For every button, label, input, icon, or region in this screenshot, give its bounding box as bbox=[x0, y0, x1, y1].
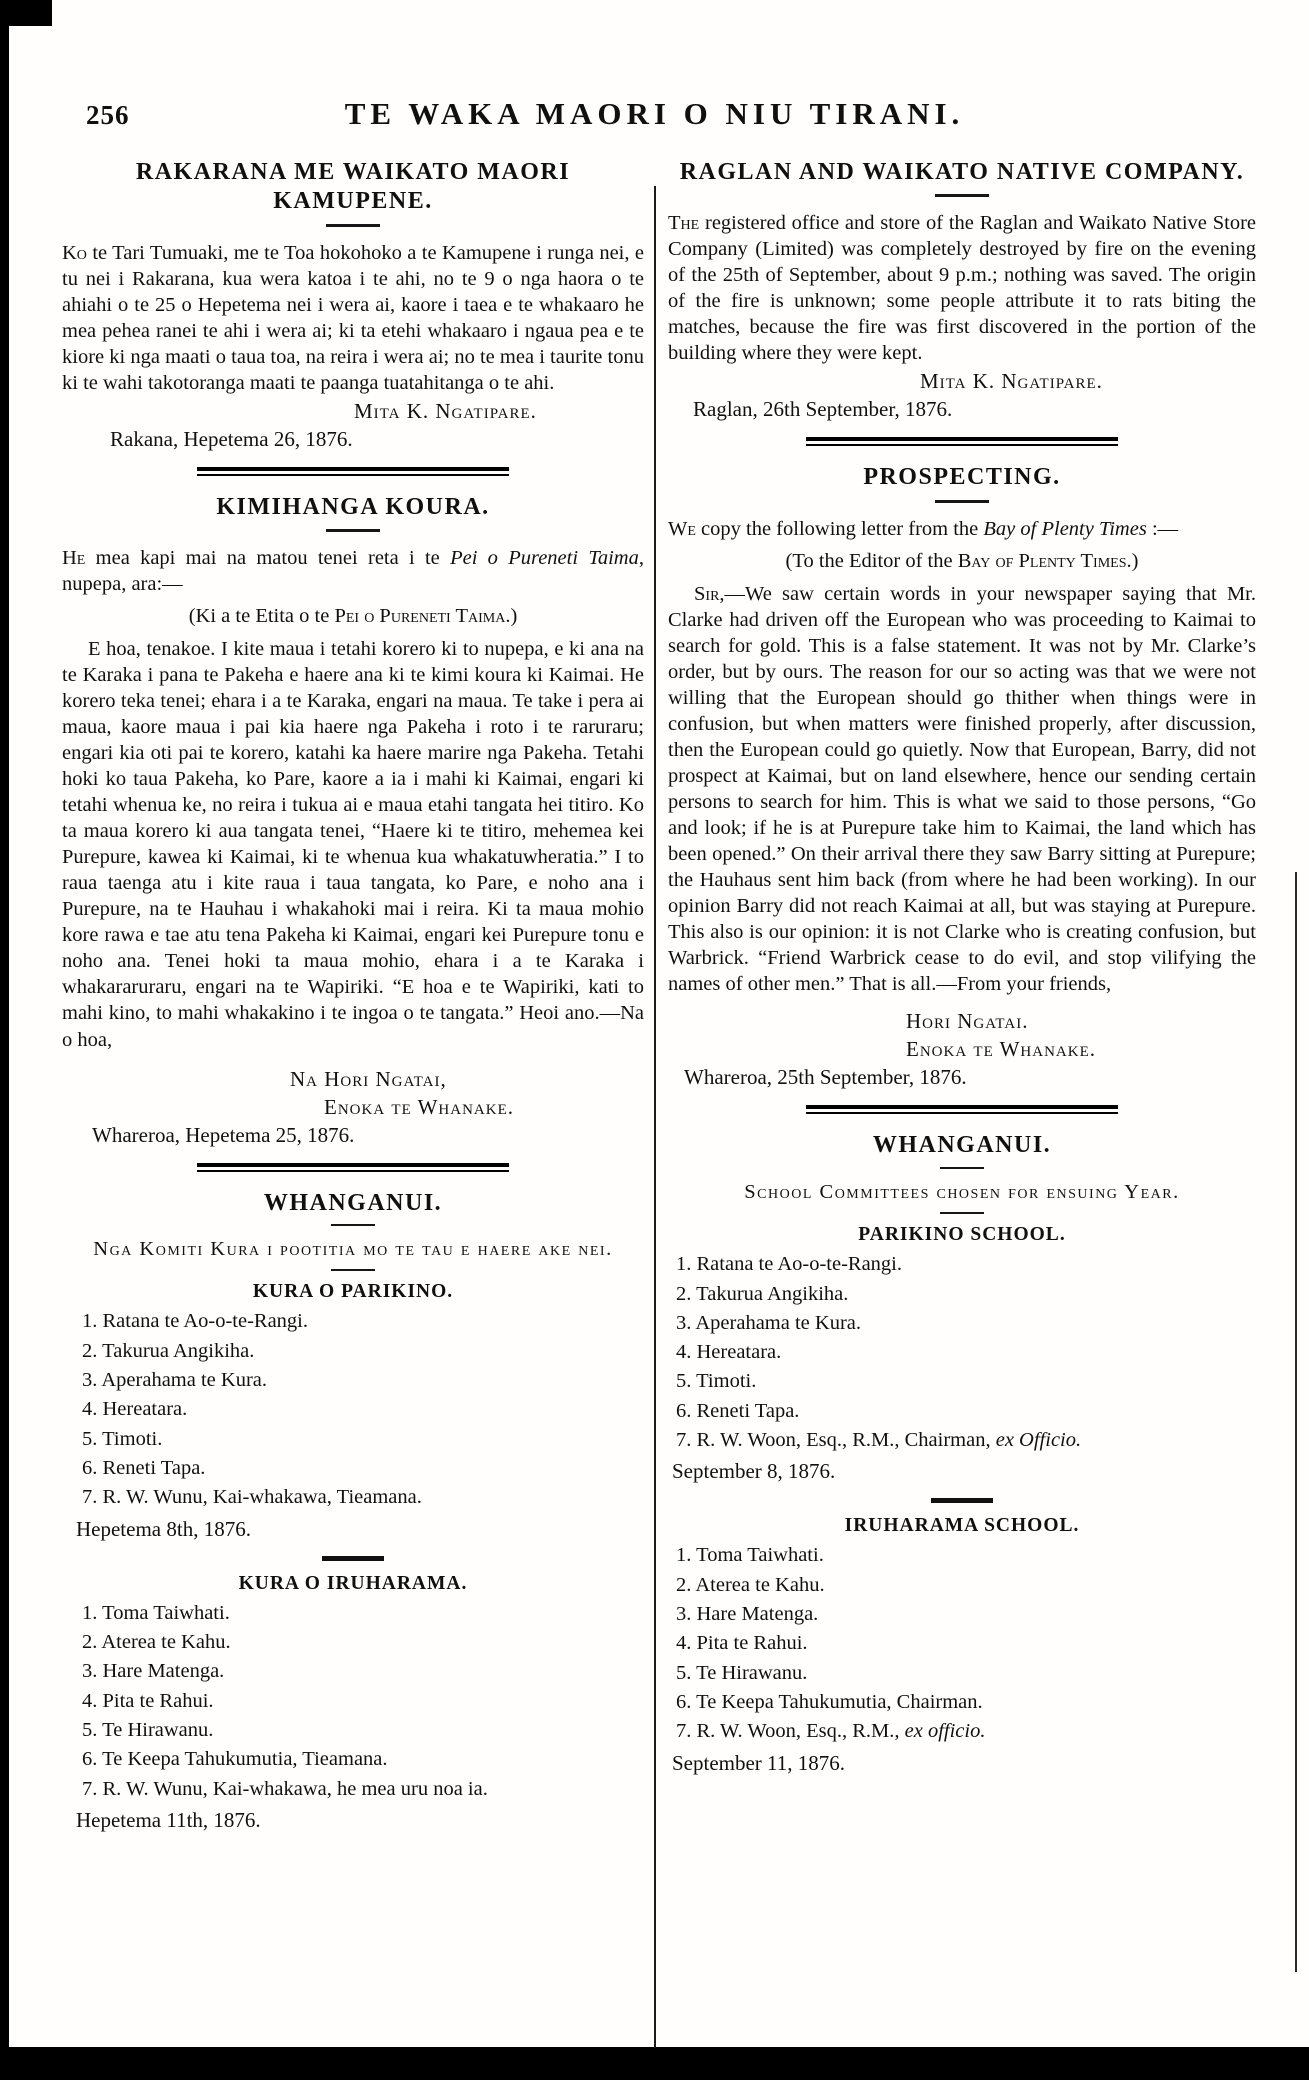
list-item: 6. Te Keepa Tahukumutia, Tieamana. bbox=[82, 1748, 388, 1771]
intro-paragraph bbox=[62, 545, 644, 597]
member-text: 7. R. W. Woon, Esq., R.M., Chairman, bbox=[676, 1429, 996, 1452]
list-item: 6. Reneti Tapa. bbox=[676, 1399, 800, 1422]
list-item: 7. R. W. Wunu, Kai-whakawa, he mea uru noa ia. bbox=[82, 1777, 488, 1800]
article-whanganui-maori bbox=[62, 1189, 644, 1833]
list-item: 3. Aperahama te Kura. bbox=[82, 1369, 267, 1392]
scan-edge-right bbox=[1295, 872, 1297, 1972]
article-raglan-company bbox=[668, 158, 1256, 422]
list-item: 2. Takurua Angikiha. bbox=[82, 1339, 255, 1362]
list-item: 2. Aterea te Kahu. bbox=[82, 1630, 231, 1653]
title-rule bbox=[935, 194, 989, 197]
salutation-paper-name: Pei o Pureneti Taima bbox=[334, 605, 506, 628]
salutation-pre: (Ki a te Etita o te bbox=[188, 605, 335, 628]
dateline: September 8, 1876. bbox=[672, 1459, 836, 1484]
article-separator-rule bbox=[197, 467, 509, 476]
signature-line-2: Enoka te Whanake. bbox=[324, 1094, 514, 1119]
intro-paragraph bbox=[668, 516, 1256, 542]
ex-officio-italic: ex Officio. bbox=[995, 1429, 1082, 1452]
letter-salutation bbox=[672, 550, 1252, 573]
list-item: 5. Te Hirawanu. bbox=[82, 1718, 214, 1741]
dateline: Rakana, Hepetema 26, 1876. bbox=[110, 426, 353, 451]
list-item: 5. Timoti. bbox=[82, 1427, 163, 1450]
signature-line-1: Hori Ngatai. bbox=[906, 1009, 1029, 1034]
list-item: 6. Te Keepa Tahukumutia, Chairman. bbox=[676, 1690, 983, 1713]
lead-word: We bbox=[668, 517, 696, 540]
list-item: 1. Toma Taiwhati. bbox=[82, 1601, 230, 1624]
page-number: 256 bbox=[86, 100, 130, 130]
ex-officio-italic: ex officio. bbox=[904, 1720, 986, 1743]
lead-word: He bbox=[62, 546, 86, 569]
list-item: 3. Hare Matenga. bbox=[82, 1660, 225, 1683]
masthead-title: TE WAKA MAORI O NIU TIRANI. bbox=[344, 96, 965, 131]
article-title-kimihanga: KIMIHANGA KOURA. bbox=[216, 493, 490, 520]
salutation-post: .) bbox=[505, 605, 518, 628]
body-run: registered office and store of the Raglan and Waikato Native Store Company (Limited) was completely destroyed by fire on the evening of the 25th of September, about 9 p.m.; nothing was saved. The origin of the fire is unknown; some people attribute it to rats biting the matches, because the fire was first discovered in the portion of the building where they were kept. bbox=[668, 212, 1256, 365]
title-rule bbox=[940, 1167, 984, 1169]
list-item: 5. Timoti. bbox=[676, 1370, 757, 1393]
article-subtitle: Nga Komiti Kura i pootitia mo te tau e haere ake nei. bbox=[93, 1237, 613, 1260]
section-rule bbox=[931, 1498, 993, 1503]
list-item: 6. Reneti Tapa. bbox=[82, 1457, 206, 1480]
salutation-paper-name: Bay of Plenty Times bbox=[957, 549, 1127, 572]
salutation-post: .) bbox=[1126, 549, 1139, 572]
signature-line: Mita K. Ngatipare. bbox=[920, 369, 1103, 394]
article-separator-rule bbox=[806, 1105, 1118, 1114]
body-run: ,—We saw certain words in your newspaper saying that Mr. Clarke had driven off the European who was proceeding to Kaimai to search for gold. This is a false statement. It was not by Mr. Clarke’s order, but by ours. The reason for our so acting was that we were not willing that the European should go thither when things were in confusion, but when matters were finished properly, after discussion, then the European could go quietly. Now that European, Barry, did not prospect at Kaimai, but on land elsewhere, hence our sending certain persons to search for him. This is what we said to those persons, “Go and look; if he is at Purepure take him to Kaimai, the land which has been opened.” On their arrival there they saw Barry sitting at Purepure; the Hauhaus sent him back (from where he had been working). In our opinion Barry did not reach Kaimai at all, but was staying at Purepure. This also is our opinion: it is not Clarke who is creating confusion, but Warbrick. “Friend Warbrick cease to do evil, and stop vilifying the names of other men.” That is all.—From your friends, bbox=[668, 582, 1256, 996]
article-body-rakarana bbox=[62, 240, 644, 396]
title-rule bbox=[935, 500, 989, 503]
letter-body: E hoa, tenakoe. I kite maua i tetahi korero ki to nupepa, e ki ana na te Karaka i pana te Pakeha e haere ana ki te kimi koura ki Kaimai. He korero teka tenei; ehara i a te Karaka, engari na maua. Te take i pera ai maua, kaore maua i pai kia haere nga Pakeha i roto i te raruraru; engari kia oti pai te korero, katahi ka haere marire nga Pakeha. Tetahi hoki ko taua Pakeha, ko Pare, kaore a ia i mahi ki Kaimai, engari ki tetahi whenua ke, no reira i tukua ai e maua etahi tangata hei titiro. Ko ta maua korero ki aua tangata tenei, “Haere ki te titiro, mehemea kei Purepure, kawea ki Kaimai, ki te whenua kua whakatuwheratia.” I to raua taenga atu i kite raua i taua tangata, ko Pare, e noho ana i Purepure, na te Hauhau i whakahoki mai i reira. Ki ta maua mohio kore rawa e tae atu tena Pakeha ki Kaimai, engari kei Purepure tonu e noho ana. Tenei hoki ta maua mohio, ehara i a te Karaka i whakararuraru, engari na te Wapiriki. “E hoa e te Wapiriki, kati to mahi kino, to mahi whakakino i te ingoa o te tangata.” Heoi ano.—Na o hoa, bbox=[62, 638, 644, 1051]
title-rule bbox=[326, 224, 380, 227]
list-item-chairman bbox=[668, 1717, 1256, 1746]
newspaper-name-italic: Pei o Pureneti Taima bbox=[450, 546, 639, 569]
letter-body bbox=[668, 581, 1256, 998]
list-item: 5. Te Hirawanu. bbox=[676, 1661, 808, 1684]
lead-word: Sir bbox=[694, 582, 720, 605]
signature-line: Mita K. Ngatipare. bbox=[354, 398, 537, 423]
list-item: 4. Hereatara. bbox=[82, 1398, 188, 1421]
article-title-raglan: RAGLAN AND WAIKATO NATIVE COMPANY. bbox=[679, 159, 1245, 185]
article-title-prospecting: PROSPECTING. bbox=[863, 464, 1061, 491]
committee-list-parikino bbox=[62, 1307, 644, 1512]
intro-run-2: :— bbox=[1146, 517, 1179, 540]
salutation-pre: (To the Editor of the bbox=[785, 549, 958, 572]
article-title-whanganui: WHANGANUI. bbox=[872, 1132, 1052, 1159]
subtitle-rule bbox=[331, 1269, 375, 1271]
dateline: Hepetema 8th, 1876. bbox=[76, 1516, 251, 1541]
committee-list-parikino bbox=[668, 1250, 1256, 1455]
article-subtitle: School Committees chosen for ensuing Year. bbox=[744, 1180, 1180, 1203]
right-column-english bbox=[668, 158, 1256, 1778]
list-item: 1. Toma Taiwhati. bbox=[676, 1544, 824, 1567]
scan-corner-mark bbox=[0, 0, 52, 26]
school-heading-parikino: KURA O PARIKINO. bbox=[252, 1281, 454, 1303]
newspaper-name-italic: Bay of Plenty Times bbox=[983, 517, 1147, 540]
body-run: te Tari Tumuaki, me te Toa hokohoko a te Kamupene i runga nei, e tu nei i Rakarana, kua wera katoa i te ahi, no te 9 o nga haora o te ahiahi o te 25 o Hepetema nei i wera ai, kaore i taea e te whakaaro he mea pehea ranei te ahi i wera ai; ki ta etehi whakaaro i ngaua pea e te kiore ki nga maati o taua toa, na reira i wera ai; no te mea i taurite tonu ki te wahi takotoranga maati te paanga tuatahitanga o te ahi. bbox=[62, 241, 644, 394]
list-item: 4. Pita te Rahui. bbox=[82, 1689, 214, 1712]
article-rakarana-kamupene bbox=[62, 158, 644, 452]
article-kimihanga-koura bbox=[62, 493, 644, 1148]
list-item: 2. Takurua Angikiha. bbox=[676, 1282, 849, 1305]
article-separator-rule bbox=[197, 1163, 509, 1172]
committee-list-iruharama bbox=[62, 1599, 644, 1804]
lead-word: The bbox=[668, 212, 700, 235]
list-item: 1. Ratana te Ao-o-te-Rangi. bbox=[676, 1253, 903, 1276]
dateline: Hepetema 11th, 1876. bbox=[76, 1807, 261, 1832]
article-whanganui-english bbox=[668, 1131, 1256, 1775]
scan-edge-bottom bbox=[0, 2047, 1309, 2080]
list-item: 2. Aterea te Kahu. bbox=[676, 1573, 825, 1596]
list-item-chairman bbox=[668, 1426, 1256, 1455]
intro-run-2: , nupepa, ara:— bbox=[62, 546, 644, 596]
article-title-rakarana: RAKARANA ME WAIKATO MAORI KAMUPENE. bbox=[135, 159, 571, 215]
dateline: Whareroa, Hepetema 25, 1876. bbox=[92, 1122, 355, 1147]
school-heading-iruharama: IRUHARAMA SCHOOL. bbox=[844, 1515, 1080, 1537]
intro-run: copy the following letter from the bbox=[695, 517, 984, 540]
article-title-whanganui: WHANGANUI. bbox=[263, 1189, 443, 1216]
dateline: Raglan, 26th September, 1876. bbox=[693, 397, 953, 422]
column-divider-rule bbox=[654, 186, 656, 2048]
list-item: 3. Aperahama te Kura. bbox=[676, 1311, 861, 1334]
lead-word: Ko bbox=[62, 241, 87, 264]
title-rule bbox=[331, 1224, 375, 1226]
list-item: 7. R. W. Wunu, Kai-whakawa, Tieamana. bbox=[82, 1486, 422, 1509]
article-separator-rule bbox=[806, 437, 1118, 446]
signature-line-2: Enoka te Whanake. bbox=[906, 1037, 1096, 1062]
section-rule bbox=[322, 1556, 384, 1561]
scan-edge-left bbox=[0, 0, 9, 2080]
intro-run: mea kapi mai na matou tenei reta i te bbox=[85, 546, 451, 569]
dateline: September 11, 1876. bbox=[672, 1750, 846, 1775]
subtitle-rule bbox=[940, 1212, 984, 1214]
list-item: 4. Hereatara. bbox=[676, 1341, 782, 1364]
signature-line-1: Na Hori Ngatai, bbox=[290, 1066, 447, 1091]
article-prospecting bbox=[668, 463, 1256, 1090]
committee-list-iruharama bbox=[668, 1541, 1256, 1746]
dateline: Whareroa, 25th September, 1876. bbox=[684, 1065, 967, 1090]
school-heading-iruharama: KURA O IRUHARAMA. bbox=[238, 1572, 468, 1594]
list-item: 4. Pita te Rahui. bbox=[676, 1632, 808, 1655]
list-item: 1. Ratana te Ao-o-te-Rangi. bbox=[82, 1310, 309, 1333]
article-body-raglan bbox=[668, 210, 1256, 366]
left-column-maori bbox=[62, 158, 644, 1835]
member-text: 7. R. W. Woon, Esq., R.M., bbox=[676, 1720, 905, 1743]
list-item: 3. Hare Matenga. bbox=[676, 1603, 819, 1625]
school-heading-parikino: PARIKINO SCHOOL. bbox=[858, 1224, 1066, 1246]
title-rule bbox=[326, 529, 380, 532]
letter-salutation bbox=[66, 605, 640, 628]
